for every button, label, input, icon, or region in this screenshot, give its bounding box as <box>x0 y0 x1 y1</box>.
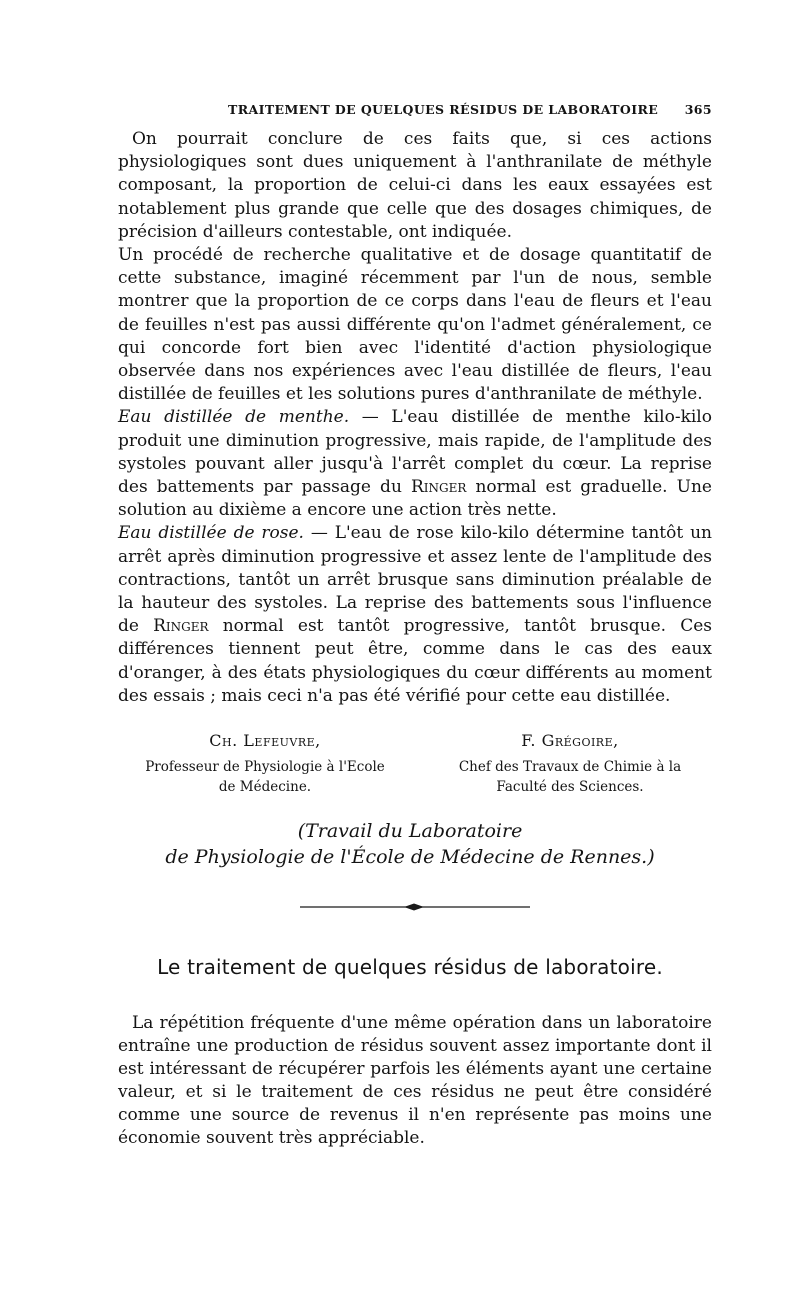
section-title: Le traitement de quelques résidus de laboratoire. <box>157 955 663 979</box>
author-title-line: Chef des Travaux de Chimie à la <box>458 759 682 775</box>
laboratory-line: de Physiologie de l'École de Médecine de Rennes.) <box>165 846 655 868</box>
rose-heading: Eau distillée de rose. <box>118 523 304 544</box>
paragraph-method: Un procédé de recherche qualitative et de dosage quantitatif de cette substance, imaginé récemment par l'un de nous, semble montrer que la proportion de ce corps dans l'eau de fleurs et l'eau de feuilles n'est pas aussi différente qu'on l'admet généralement, ce qui concorde fort bien avec l'identité d'action physiologique observée dans nos expériences avec l'eau distillée de fleurs, l'eau distillée de feuilles et les solutions pures d'anthranilate de méthyle. <box>118 245 712 405</box>
running-title: TRAITEMENT DE QUELQUES RÉSIDUS DE LABORATOIRE <box>228 102 659 117</box>
signatures <box>130 731 710 801</box>
divider-diamond-icon <box>404 904 424 911</box>
rose-text-a: — L'eau de rose kilo-kilo détermine tantôt un arrêt après diminution progressive et assez lente de l'amplitude des contractions, tantôt un arrêt brusque sans diminution préalable de la hauteur des systoles. La reprise des battements sous l'influence de <box>118 523 712 637</box>
laboratory-credit <box>150 818 670 870</box>
ringer-term: Ringer <box>410 477 467 498</box>
signature-lefeuvre <box>130 731 400 797</box>
paragraph-menthe <box>118 406 712 522</box>
ringer-term: Ringer <box>153 616 209 637</box>
laboratory-line: (Travail du Laboratoire <box>297 820 523 842</box>
author-name: Ch. Lefeuvre, <box>209 731 321 750</box>
rose-text-b: normal est tantôt progressive, tantôt brusque. Ces différences tiennent peut être, comme dans le cas des eaux d'oranger, à des états physiologiques du cœur différents au moment des essais ; mais ceci n'a pas été vérifié pour cette eau distillée. <box>118 616 713 706</box>
section-body <box>118 1012 712 1150</box>
paragraph-rose <box>118 522 712 708</box>
author-title-line: Faculté des Sciences. <box>496 779 644 795</box>
menthe-text-a: — L'eau distillée de menthe kilo-kilo produit une diminution progressive, mais rapide, de l'amplitude des systoles pouvant aller jusqu'à l'arrêt complet du cœur. La reprise des battements par passage du <box>118 407 712 498</box>
paragraph-conclusion: On pourrait conclure de ces faits que, si ces actions physiologiques sont dues uniquement à l'anthranilate de méthyle composant, la proportion de celui-ci dans les eaux essayées est notablement plus grande que celle que des dosages chimiques, de précision d'ailleurs contestable, ont indiquée. <box>118 129 712 242</box>
author-title-line: Professeur de Physiologie à l'Ecole <box>145 759 385 775</box>
article-body <box>118 128 712 708</box>
author-name: F. Grégoire, <box>521 731 619 750</box>
page-number: 365 <box>684 102 712 117</box>
menthe-text-b: normal est graduelle. Une solution au dixième a encore une action très nette. <box>118 477 712 521</box>
signature-gregoire <box>430 731 710 797</box>
section-divider <box>300 903 530 911</box>
section-paragraph: La répétition fréquente d'une même opération dans un laboratoire entraîne une production de résidus souvent assez importante dont il est intéressant de récupérer parfois les éléments ayant une certaine valeur, et si le traitement de ces résidus ne peut être considéré comme une source de revenus il n'en représente pas moins une économie souvent très appréciable. <box>118 1013 712 1148</box>
author-title-line: de Médecine. <box>218 779 312 795</box>
menthe-heading: Eau distillée de menthe. <box>118 407 350 428</box>
